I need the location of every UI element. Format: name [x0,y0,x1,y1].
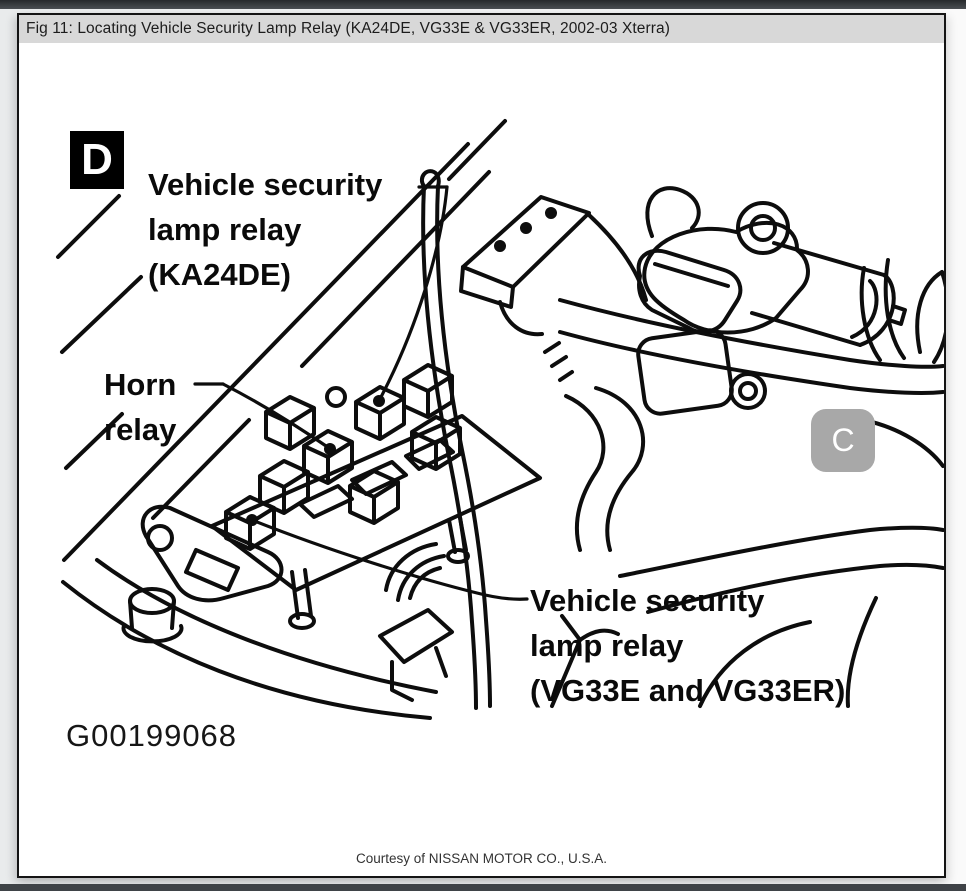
label-line: lamp relay [530,628,684,663]
label-line: relay [104,412,177,447]
label-line: (KA24DE) [148,257,291,292]
section-badge-letter: D [81,135,113,184]
c-overlay-button[interactable] [811,409,875,472]
label-vg33-relay [530,578,845,713]
figure-viewer-pane [17,13,946,878]
label-line: Vehicle security [148,167,383,202]
label-horn-relay [104,362,176,452]
top-chrome-bar [0,0,966,9]
c-glyph: C [831,422,855,458]
figure-title-bar [19,15,944,43]
label-line: (VG33E and VG33ER) [530,673,846,708]
figure-id: G00199068 [66,718,238,753]
section-badge [70,131,124,189]
label-line: lamp relay [148,212,302,247]
courtesy-credit: Courtesy of NISSAN MOTOR CO., U.S.A. [355,851,608,866]
label-ka24de-relay [148,162,382,297]
bottom-chrome-bar [0,884,966,891]
label-line: Horn [104,367,177,402]
figure-title: Fig 11: Locating Vehicle Security Lamp Relay (KA24DE, VG33E & VG33ER, 2002-03 Xterra) [26,20,671,37]
label-line: Vehicle security [530,583,765,618]
